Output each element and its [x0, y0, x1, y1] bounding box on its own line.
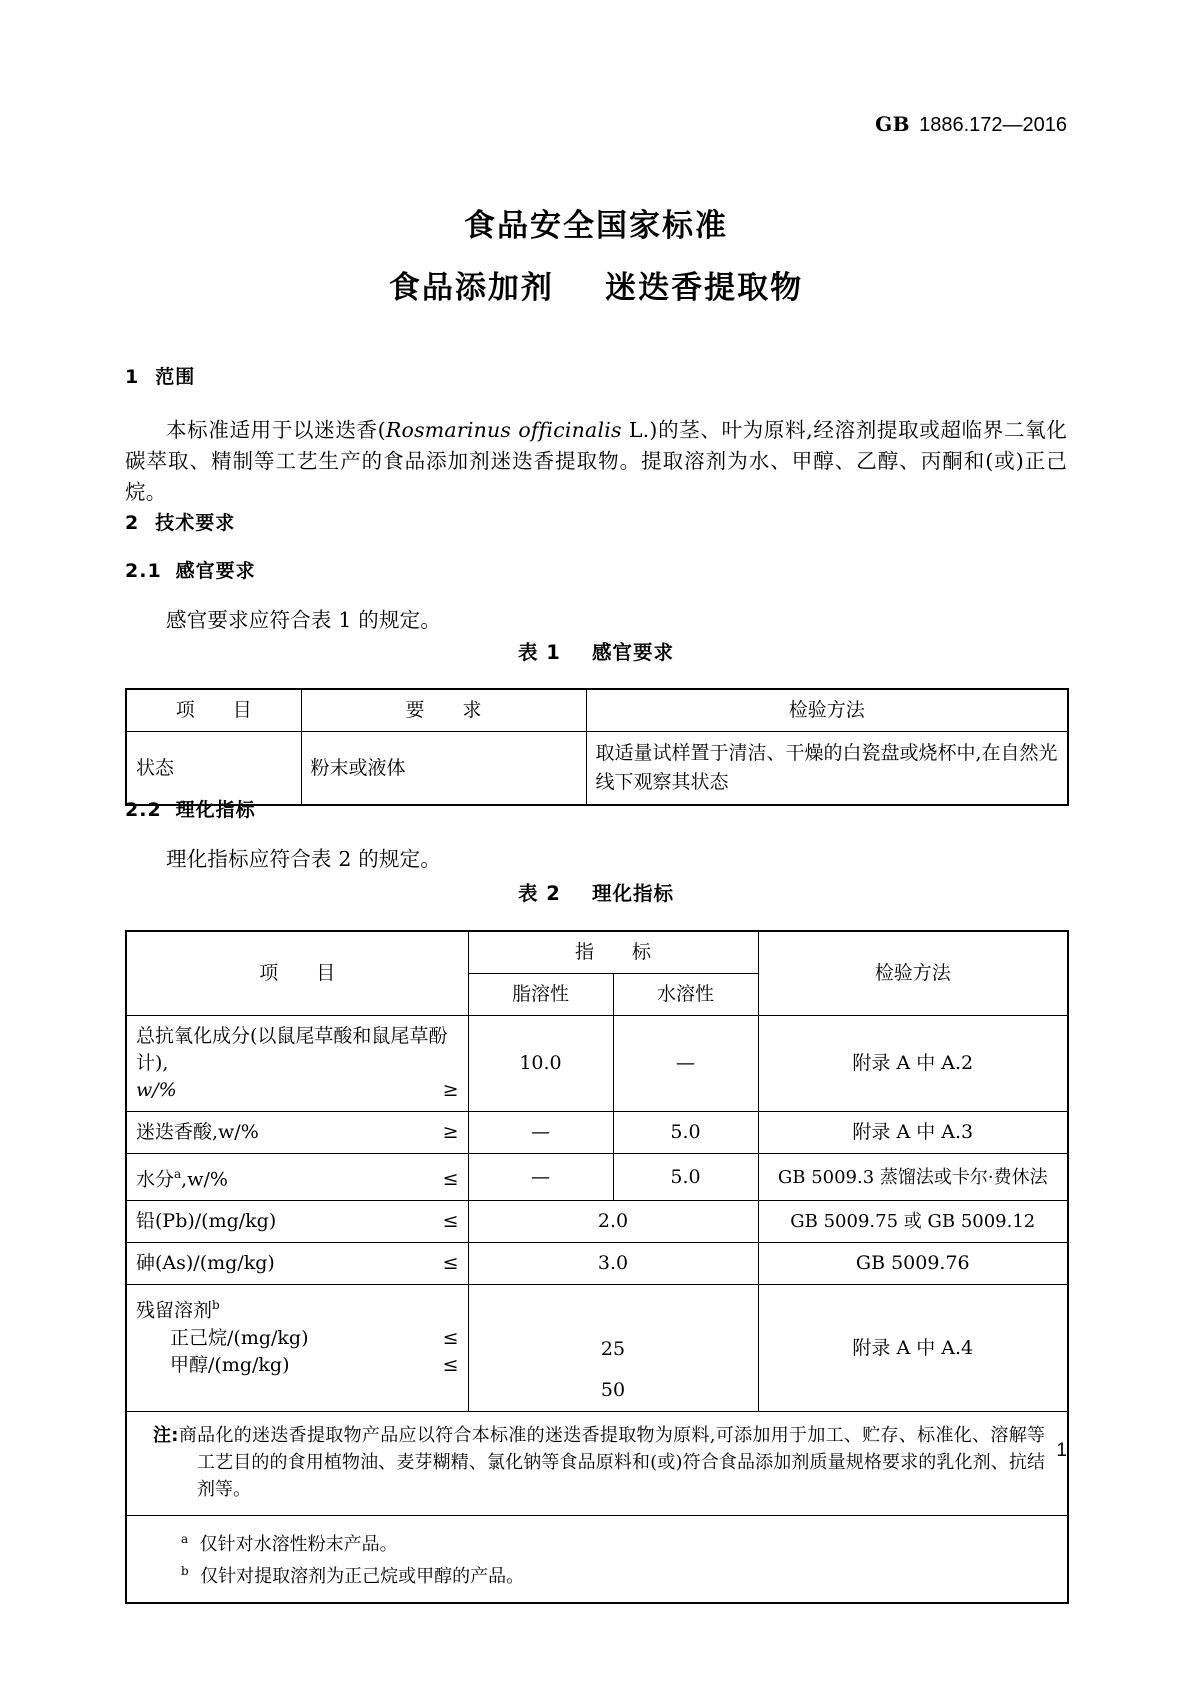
table2-footnote-b-mark: b	[181, 1564, 189, 1579]
table2-cell-item-arsenic	[126, 1243, 468, 1285]
table1-cell-requirement: 粉末或液体	[301, 732, 586, 806]
table1-header-method: 检验方法	[586, 689, 1068, 732]
scope-species-name: Rosmarinus officinalis	[385, 418, 622, 442]
table2-header-row-1	[126, 931, 1068, 974]
table2-header-method: 检验方法	[758, 931, 1068, 1016]
table-row	[126, 732, 1068, 806]
table2-caption: 表 2 理化指标	[517, 882, 674, 905]
table2-item-moisture-unit: ,w/%	[181, 1168, 228, 1191]
table2-footnote-a	[167, 1526, 1045, 1558]
scope-text-part1: 本标准适用于以迷迭香(	[166, 418, 386, 442]
table-row	[126, 1201, 1068, 1243]
heading-scope-number: 1	[125, 366, 140, 388]
table2-note	[126, 1412, 1068, 1516]
table2-cell-method-lead: GB 5009.75 或 GB 5009.12	[758, 1201, 1068, 1243]
section-technical	[125, 508, 1067, 535]
heading-sensory-label: 感官要求	[175, 560, 256, 582]
table1-cell-method: 取适量试样置于清洁、干燥的白瓷盘或烧杯中,在自然光线下观察其状态	[586, 732, 1068, 806]
table-row	[126, 1112, 1068, 1154]
table2-residual-methanol-label: 甲醇/(mg/kg)	[170, 1353, 290, 1376]
table2-item-moisture-text: 水分	[136, 1168, 175, 1191]
standard-number: 1886.172—2016	[919, 114, 1067, 136]
heading-scope	[125, 362, 1067, 389]
table2-residual-methanol-symbol: ≤	[442, 1353, 459, 1376]
table2-cell-method-antioxidant: 附录 A 中 A.2	[758, 1016, 1068, 1112]
heading-sensory	[125, 556, 1067, 583]
table2-item-arsenic-label: 砷(As)/(mg/kg)	[136, 1252, 275, 1275]
document-header	[875, 112, 1067, 137]
table2-cell-item-residual-solvent	[126, 1285, 468, 1412]
table2-footnote-a-text: 仅针对水溶性粉末产品。	[199, 1534, 398, 1556]
table2-footnotes-row	[126, 1516, 1068, 1604]
scope-text-part2: L.)的茎、叶为原料,经溶剂提取或超临界二氧化碳萃取、精制等工艺生产的食品添加剂迷迭香提取物。提取溶剂为水、甲醇、乙醇、丙酮和(或)正己烷。	[125, 418, 1067, 504]
table1-caption: 表 1 感官要求	[517, 641, 674, 664]
table-row	[126, 1243, 1068, 1285]
table2-cell-fat-rosmarinic: —	[468, 1112, 613, 1154]
table2-cell-water-moisture: 5.0	[613, 1154, 758, 1201]
heading-physchem-label: 理化指标	[175, 799, 256, 821]
table2-footnote-b-text: 仅针对提取溶剂为正己烷或甲醇的产品。	[200, 1566, 525, 1588]
section-sensory	[125, 556, 1067, 636]
heading-scope-label: 范围	[155, 366, 196, 388]
heading-physchem-number: 2.2	[125, 799, 162, 821]
table2-item-antioxidant-unit: w/%	[136, 1079, 177, 1101]
table2-footnotes	[126, 1516, 1068, 1604]
table2-residual-hexane-symbol: ≤	[442, 1326, 459, 1349]
page-number: 1	[1056, 1440, 1067, 1461]
table2-item-antioxidant-symbol: ≥	[442, 1079, 459, 1101]
table2-note-text: 商品化的迷迭香提取物产品应以符合本标准的迷迭香提取物为原料,可添加用于加工、贮存、标准化、溶解等工艺目的的食用植物油、麦芽糊精、氯化钠等食品原料和(或)符合食品添加剂质量规格要求的乳化剂、抗结剂等。	[178, 1425, 1046, 1501]
table2-item-rosmarinic-label: 迷迭香酸,w/%	[136, 1121, 259, 1143]
heading-physchem	[125, 795, 1067, 822]
table2-item-moisture-footnote-mark: a	[174, 1167, 182, 1181]
table2-residual-solvent-footnote-mark: b	[212, 1298, 220, 1313]
heading-technical-label: 技术要求	[155, 512, 236, 534]
table2-header-water-soluble: 水溶性	[613, 974, 758, 1016]
scope-paragraph	[125, 415, 1067, 508]
heading-technical	[125, 508, 1067, 535]
table1-header-row	[126, 689, 1068, 732]
table2-cell-value-arsenic: 3.0	[468, 1243, 758, 1285]
table2-residual-solvent-title	[136, 1292, 459, 1324]
table2-cell-fat-antioxidant: 10.0	[468, 1016, 613, 1112]
table2-header-fat-soluble: 脂溶性	[468, 974, 613, 1016]
table1-block	[125, 637, 1067, 806]
table2-residual-solvent-label: 残留溶剂	[136, 1299, 213, 1322]
table-physicochemical-indexes	[125, 930, 1069, 1604]
table2-item-moisture-symbol: ≤	[442, 1168, 459, 1191]
table2-cell-item-rosmarinic	[126, 1112, 468, 1154]
table-row	[126, 1016, 1068, 1112]
table2-item-lead-label: 铅(Pb)/(mg/kg)	[136, 1210, 277, 1233]
table1-header-item: 项 目	[126, 689, 301, 732]
physchem-paragraph: 理化指标应符合表 2 的规定。	[166, 847, 442, 871]
table2-footnote-a-mark: a	[181, 1532, 189, 1547]
table2-footnote-b	[167, 1558, 1045, 1590]
table2-header-index-group: 指 标	[468, 931, 758, 974]
table2-header-item: 项 目	[126, 931, 468, 1016]
table2-item-lead-symbol: ≤	[442, 1210, 459, 1233]
section-scope	[125, 362, 1067, 508]
document-subtitle: 食品添加剂 迷迭香提取物	[388, 270, 804, 306]
table2-residual-hexane-label: 正己烷/(mg/kg)	[170, 1326, 309, 1349]
table2-cell-fat-moisture: —	[468, 1154, 613, 1201]
table2-item-rosmarinic-symbol: ≥	[442, 1121, 459, 1143]
heading-sensory-number: 2.1	[125, 560, 162, 582]
table2-cell-item-moisture	[126, 1154, 468, 1201]
heading-technical-number: 2	[125, 512, 140, 534]
table2-block	[125, 878, 1067, 1604]
sensory-paragraph: 感官要求应符合表 1 的规定。	[166, 608, 442, 632]
table2-item-antioxidant-line2	[136, 1077, 459, 1104]
table-row	[126, 1154, 1068, 1201]
table2-cell-method-arsenic: GB 5009.76	[758, 1243, 1068, 1285]
table2-cell-water-antioxidant: —	[613, 1016, 758, 1112]
table2-cell-value-hexane: 25	[468, 1329, 758, 1370]
table2-cell-method-residual: 附录 A 中 A.4	[758, 1285, 1068, 1412]
table1-header-requirement: 要 求	[301, 689, 586, 732]
table2-item-moisture-label	[136, 1161, 228, 1193]
table1-cell-item: 状态	[126, 732, 301, 806]
table2-cell-method-moisture: GB 5009.3 蒸馏法或卡尔·费休法	[758, 1154, 1068, 1201]
table-row	[126, 1285, 1068, 1330]
table2-cell-water-rosmarinic: 5.0	[613, 1112, 758, 1154]
table2-item-arsenic-symbol: ≤	[442, 1252, 459, 1275]
section-physchem	[125, 795, 1067, 875]
document-title: 食品安全国家标准	[464, 208, 728, 244]
standard-prefix: GB	[875, 112, 911, 136]
table2-cell-item-lead	[126, 1201, 468, 1243]
table2-note-row	[126, 1412, 1068, 1516]
table2-cell-value-lead: 2.0	[468, 1201, 758, 1243]
table2-cell-value-methanol: 50	[468, 1370, 758, 1412]
table2-cell-method-rosmarinic: 附录 A 中 A.3	[758, 1112, 1068, 1154]
table2-cell-item-antioxidant	[126, 1016, 468, 1112]
table2-item-antioxidant-line1: 总抗氧化成分(以鼠尾草酸和鼠尾草酚计),	[136, 1025, 448, 1074]
table2-residual-spacer	[468, 1285, 758, 1330]
table-sensory-requirements	[125, 688, 1069, 806]
table2-note-label: 注:	[153, 1425, 179, 1447]
